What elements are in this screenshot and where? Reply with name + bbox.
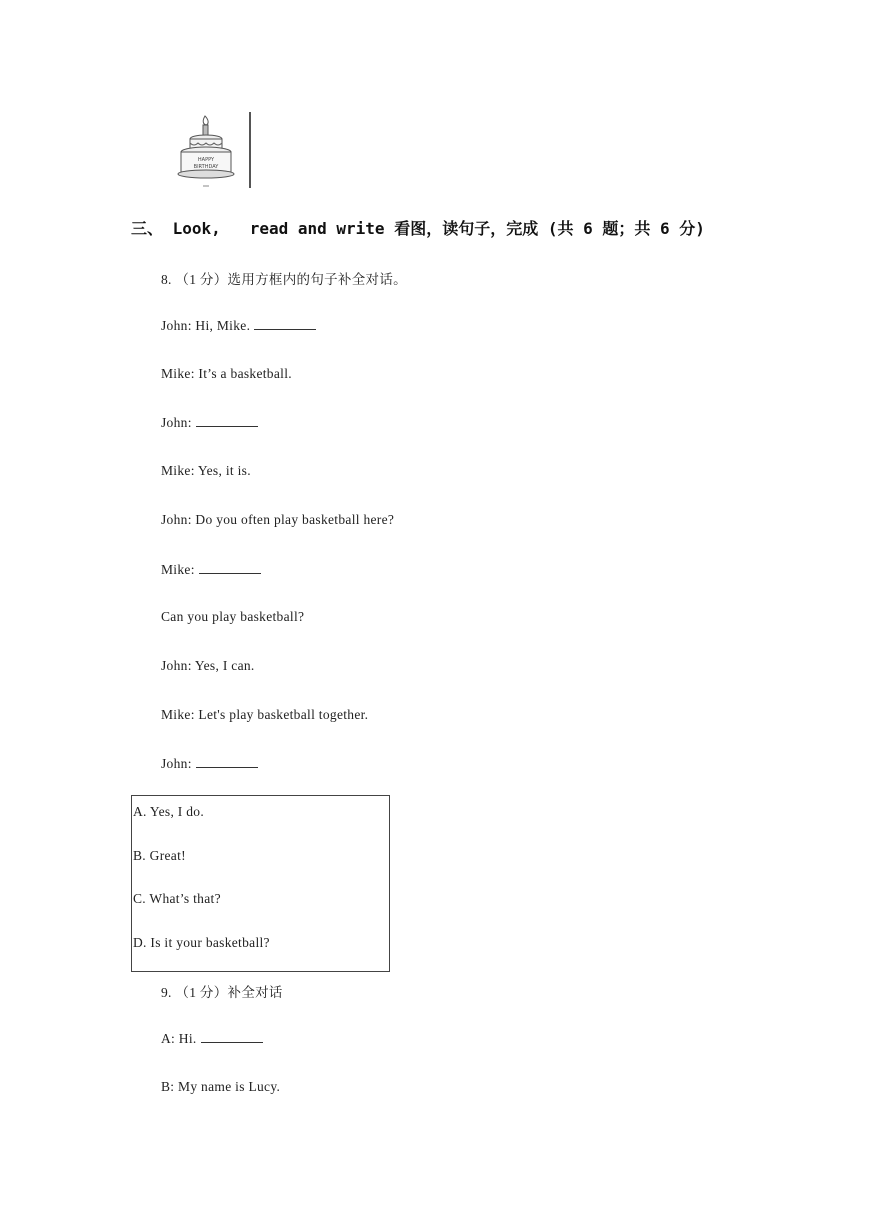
- dialog-line: Mike: Yes, it is.: [161, 463, 251, 478]
- answer-blank[interactable]: [254, 317, 316, 330]
- dialog-text: John:: [161, 756, 192, 771]
- birthday-cake-image: [176, 112, 236, 190]
- dialog-line: [161, 755, 258, 772]
- dialog-line: Can you play basketball?: [161, 609, 305, 624]
- dialog-text: Mike:: [161, 562, 195, 577]
- option-b: B. Great!: [133, 848, 186, 863]
- question-9-prompt: 9. （1 分）补全对话: [161, 985, 283, 1000]
- option-a: A. Yes, I do.: [133, 804, 205, 819]
- dialog-text: John: Hi, Mike.: [161, 318, 251, 333]
- option-d: D. Is it your basketball?: [133, 935, 270, 950]
- dialog-line: [161, 317, 316, 334]
- dialog-line: [161, 414, 258, 431]
- cake-text-happy: HAPPY: [197, 157, 215, 163]
- question-8-prompt: 8. （1 分）选用方框内的句子补全对话。: [161, 272, 407, 287]
- image-divider: [249, 112, 251, 188]
- dialog-line: [161, 1030, 263, 1047]
- option-c: C. What’s that?: [133, 891, 221, 906]
- dialog-line: Mike: It’s a basketball.: [161, 366, 292, 381]
- answer-blank[interactable]: [199, 561, 261, 574]
- cake-text-birthday: BIRTHDAY: [193, 164, 219, 170]
- answer-blank[interactable]: [201, 1030, 263, 1043]
- dialog-text: John:: [161, 415, 192, 430]
- answer-blank[interactable]: [196, 755, 258, 768]
- dialog-line: John: Do you often play basketball here?: [161, 512, 395, 527]
- dialog-line: John: Yes, I can.: [161, 658, 255, 673]
- options-box: [131, 795, 390, 972]
- dialog-text: A: Hi.: [161, 1031, 197, 1046]
- birthday-cake-icon: [176, 112, 236, 190]
- answer-blank[interactable]: [196, 414, 258, 427]
- dialog-line: B: My name is Lucy.: [161, 1079, 281, 1094]
- section-title: 三、 Look, read and write 看图，读句子，完成 (共 6 题；共 6 分): [131, 219, 705, 238]
- dialog-line: Mike: Let's play basketball together.: [161, 707, 369, 722]
- dialog-line: [161, 561, 261, 578]
